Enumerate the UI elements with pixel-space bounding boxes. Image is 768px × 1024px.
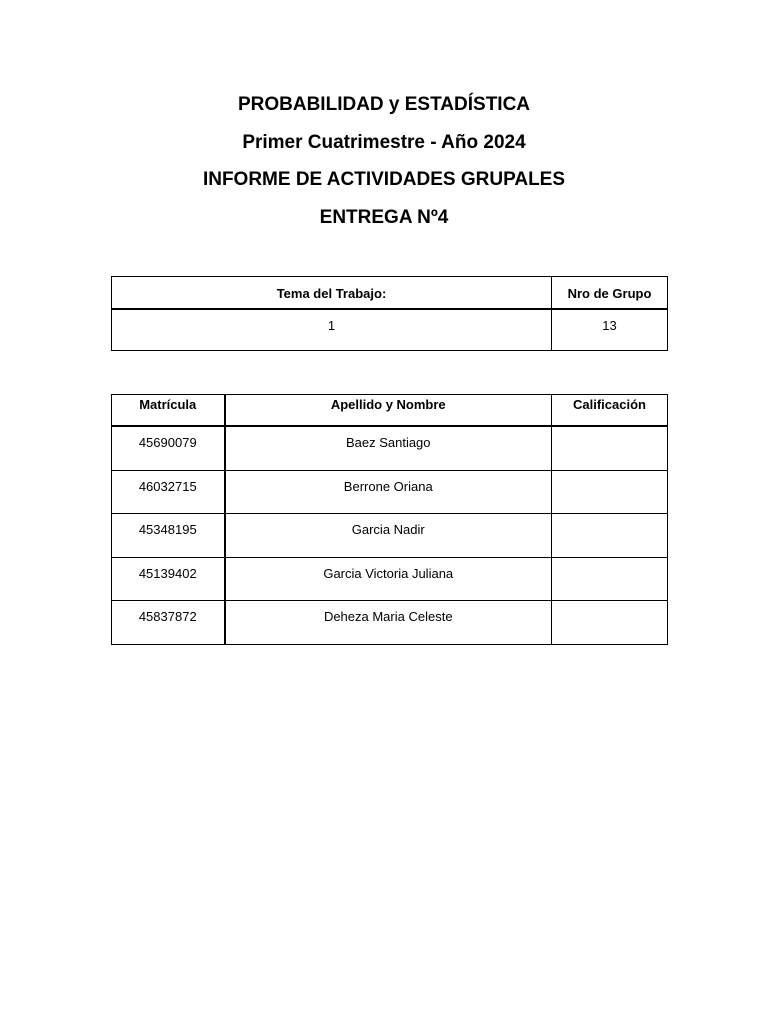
matricula-value: 45348195	[138, 522, 197, 537]
topic-group-table	[111, 276, 668, 351]
grade-value	[552, 514, 667, 522]
matricula-value: 45837872	[138, 609, 197, 624]
table-row	[112, 426, 668, 470]
grade-value	[552, 427, 667, 435]
topic-header-cell	[112, 277, 552, 310]
name-value: Baez Santiago	[345, 435, 431, 450]
name-cell	[225, 601, 552, 645]
report-title: INFORME DE ACTIVIDADES GRUPALES	[202, 169, 566, 190]
name-cell	[225, 514, 552, 558]
matricula-value: 45139402	[138, 565, 197, 581]
matricula-cell	[112, 557, 225, 601]
matricula-header-cell	[112, 395, 225, 427]
name-value: Berrone Oriana	[343, 478, 433, 494]
name-cell	[225, 470, 552, 514]
students-table	[111, 394, 668, 645]
name-header: Apellido y Nombre	[330, 397, 446, 412]
grade-cell	[552, 601, 668, 645]
group-value: 13	[602, 318, 617, 333]
grade-value	[552, 558, 667, 566]
table-row	[112, 514, 668, 558]
term-year: Primer Cuatrimestre - Año 2024	[242, 131, 526, 153]
name-value: Garcia Nadir	[351, 522, 425, 537]
grade-cell	[552, 557, 668, 601]
topic-table-value-row	[112, 309, 668, 351]
matricula-cell	[112, 601, 225, 645]
grade-value	[552, 471, 667, 479]
matricula-value: 45690079	[138, 435, 197, 450]
grade-header: Calificación	[573, 397, 646, 412]
table-row	[112, 470, 668, 514]
topic-table-header-row	[112, 277, 668, 310]
grade-cell	[552, 470, 668, 514]
topic-header: Tema del Trabajo:	[276, 286, 387, 301]
grade-cell	[552, 514, 668, 558]
table-row	[112, 601, 668, 645]
group-value-cell	[552, 309, 668, 351]
name-value: Deheza Maria Celeste	[323, 609, 453, 624]
matricula-cell	[112, 426, 225, 470]
name-header-cell	[225, 395, 552, 427]
document-title-block	[0, 86, 768, 236]
grade-header-cell	[552, 395, 668, 427]
matricula-cell	[112, 470, 225, 514]
topic-value-cell	[112, 309, 552, 351]
matricula-value: 46032715	[138, 478, 197, 494]
topic-value: 1	[327, 318, 336, 333]
grade-cell	[552, 426, 668, 470]
group-header-cell	[552, 277, 668, 310]
name-cell	[225, 426, 552, 470]
delivery-number: ENTREGA Nº4	[319, 206, 449, 228]
students-table-header-row	[112, 395, 668, 427]
course-title: PROBABILIDAD y ESTADÍSTICA	[237, 94, 531, 115]
matricula-cell	[112, 514, 225, 558]
grade-value	[552, 601, 667, 609]
name-value: Garcia Victoria Juliana	[323, 565, 454, 581]
group-header: Nro de Grupo	[567, 286, 652, 301]
name-cell	[225, 557, 552, 601]
matricula-header: Matrícula	[139, 397, 197, 412]
table-row	[112, 557, 668, 601]
